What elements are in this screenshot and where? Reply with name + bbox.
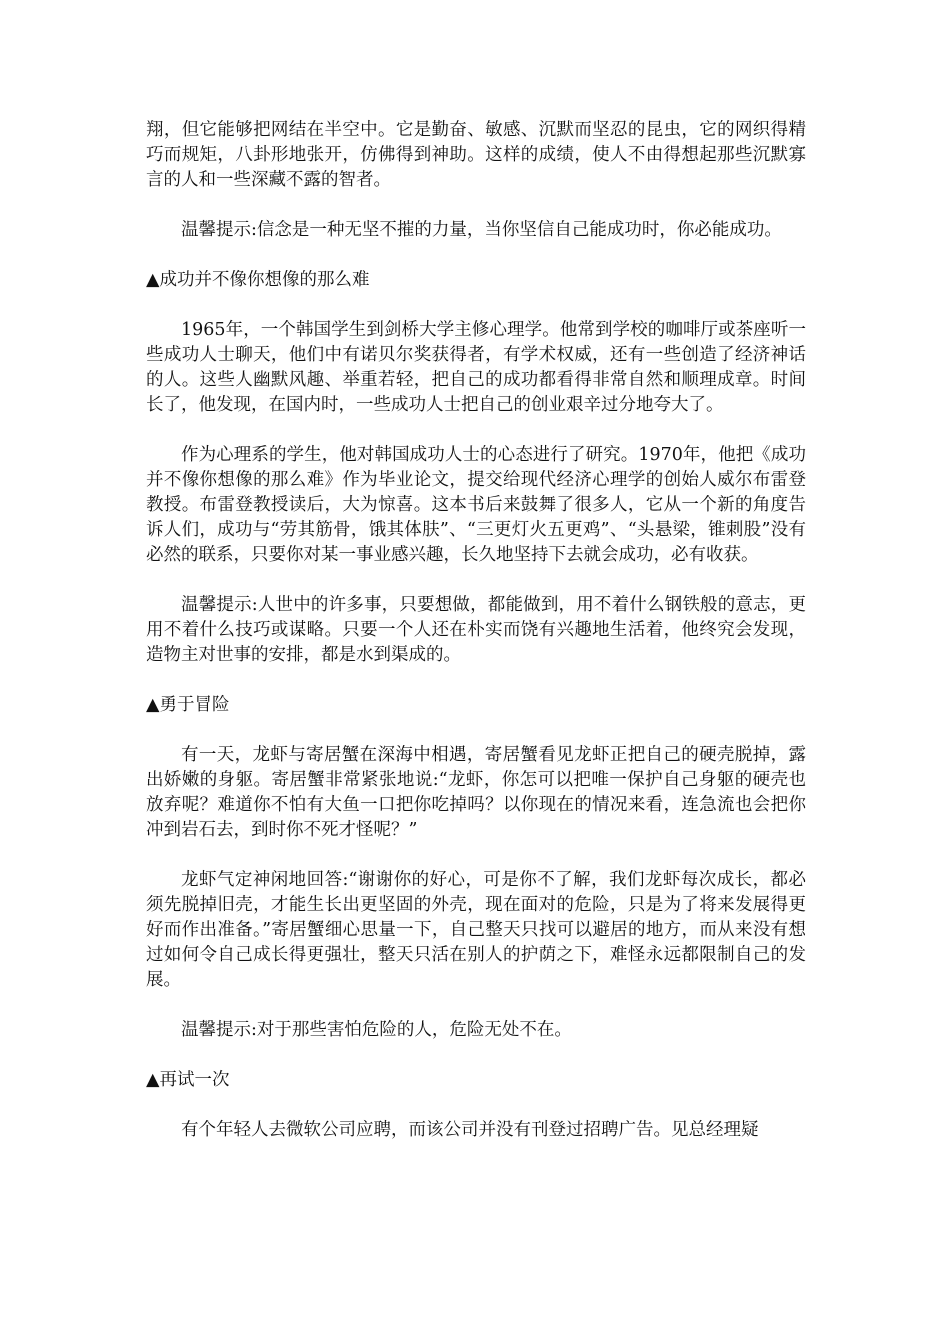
paragraph-microsoft-applicant: 有个年轻人去微软公司应聘，而该公司并没有刊登过招聘广告。见总经理疑 bbox=[181, 1120, 759, 1140]
section-heading-try-again: ▲再试一次 bbox=[146, 1070, 230, 1090]
paragraph-thesis: 作为心理系的学生，他对韩国成功人士的心态进行了研究。1970年，他把《成功并不像你想像的那么难》作为毕业论文，提交给现代经济心理学的创始人威尔布雷登教授。布雷登教授读后，大为惊喜。这本书后来鼓舞了很多人，它从一个新的角度告诉人们，成功与“劳其筋骨，饿其体肤”、“三更灯火五更鸡”、“头悬梁，锥刺股”没有必然的联系，只要你对某一事业感兴趣，长久地坚持下去就会成功，必有收获。 bbox=[146, 445, 806, 565]
paragraph-korean-student: 1965年，一个韩国学生到剑桥大学主修心理学。他常到学校的咖啡厅或茶座听一些成功人士聊天，他们中有诺贝尔奖获得者，有学术权威，还有一些创造了经济神话的人。这些人幽默风趣、举重若轻，把自己的成功都看得非常自然和顺理成章。时间长了，他发现，在国内时，一些成功人士把自己的创业艰辛过分地夸大了。 bbox=[146, 320, 806, 415]
tip-belief: 温馨提示:信念是一种无坚不摧的力量，当你坚信自己能成功时，你必能成功。 bbox=[181, 220, 782, 240]
tip-danger: 温馨提示:对于那些害怕危险的人，危险无处不在。 bbox=[181, 1020, 572, 1040]
section-heading-success-not-hard: ▲成功并不像你想像的那么难 bbox=[146, 270, 370, 290]
section-heading-dare-to-risk: ▲勇于冒险 bbox=[146, 695, 230, 715]
document-page bbox=[146, 118, 806, 1143]
tip-natural-course: 温馨提示:人世中的许多事，只要想做，都能做到，用不着什么钢铁般的意志，更用不着什么技巧或谋略。只要一个人还在朴实而饶有兴趣地生活着，他终究会发现，造物主对世事的安排，都是水到渠成的。 bbox=[146, 595, 806, 665]
paragraph-lobster-hermit-crab: 有一天，龙虾与寄居蟹在深海中相遇，寄居蟹看见龙虾正把自己的硬壳脱掉，露出娇嫩的身躯。寄居蟹非常紧张地说:“龙虾，你怎可以把唯一保护自己身躯的硬壳也放弃呢？难道你不怕有大鱼一口把你吃掉吗？以你现在的情况来看，连急流也会把你冲到岩石去，到时你不死才怪呢？” bbox=[146, 745, 806, 840]
paragraph-lobster-reply: 龙虾气定神闲地回答:“谢谢你的好心，可是你不了解，我们龙虾每次成长，都必须先脱掉旧壳，才能生长出更坚固的外壳，现在面对的危险，只是为了将来发展得更好而作出准备。”寄居蟹细心思量一下，自己整天只找可以避居的地方，而从来没有想过如何令自己成长得更强壮，整天只活在别人的护荫之下，难怪永远都限制自己的发展。 bbox=[146, 870, 806, 990]
paragraph-spider-continuation: 翔，但它能够把网结在半空中。它是勤奋、敏感、沉默而坚忍的昆虫，它的网织得精巧而规矩，八卦形地张开，仿佛得到神助。这样的成绩，使人不由得想起那些沉默寡言的人和一些深藏不露的智者。 bbox=[146, 120, 806, 190]
